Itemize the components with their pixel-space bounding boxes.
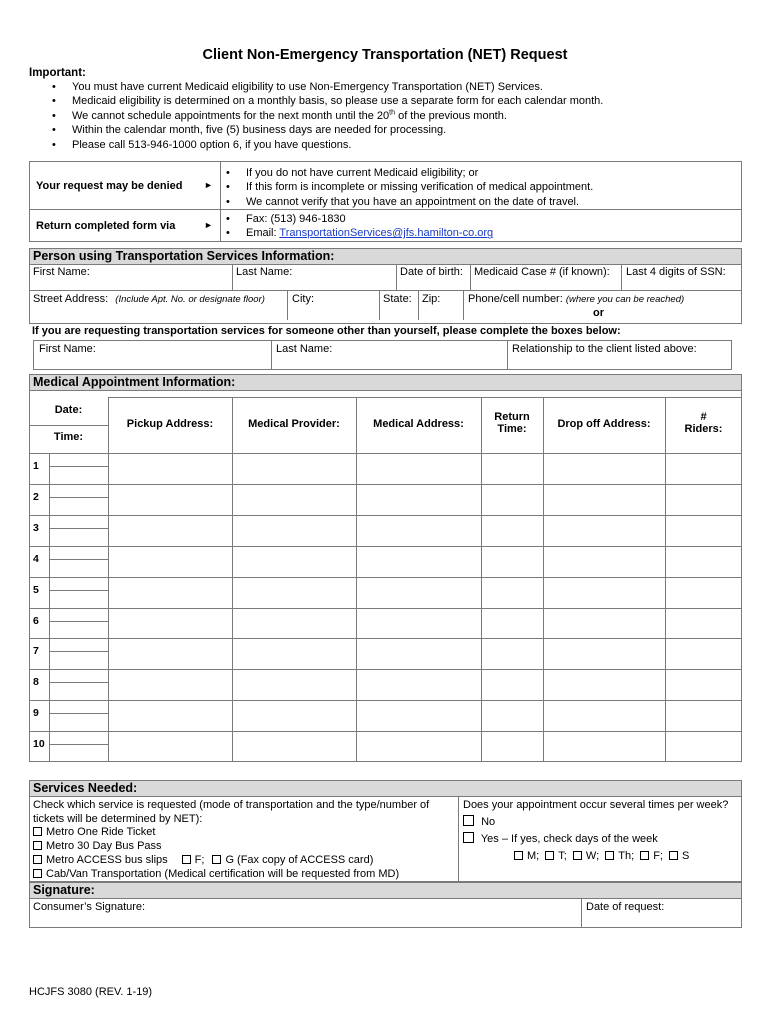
- provider-header: Medical Provider:: [248, 418, 340, 430]
- phone-field[interactable]: [468, 293, 684, 305]
- date-header: Date:: [54, 404, 83, 416]
- row-number: 3: [33, 521, 39, 534]
- divider: [665, 397, 666, 762]
- return-l1: Return: [494, 411, 530, 423]
- option-label: Yes – If yes, check days of the week: [480, 833, 658, 845]
- riders-l2: Riders:: [684, 423, 723, 435]
- checkbox[interactable]: [33, 869, 42, 878]
- date-time-divider: [49, 682, 108, 683]
- state-field[interactable]: State:: [383, 293, 412, 305]
- riders-header: [665, 411, 742, 435]
- date-of-request-field[interactable]: Date of request:: [586, 901, 665, 913]
- divider: [271, 340, 272, 370]
- email-link[interactable]: TransportationServices@jfs.hamilton-co.org: [279, 227, 494, 240]
- row-divider: [29, 546, 742, 547]
- phone-hint: (where you can be reached): [565, 294, 685, 305]
- important-text-tail: of the previous month.: [395, 109, 507, 122]
- street-address-field[interactable]: [33, 293, 265, 305]
- row-number: 10: [33, 738, 45, 751]
- medical-section-heading: Medical Appointment Information:: [29, 374, 742, 391]
- pickup-header: Pickup Address:: [126, 418, 214, 430]
- important-text: We cannot schedule appointments for the next month until the 20: [72, 109, 390, 122]
- checkbox[interactable]: [33, 827, 42, 836]
- checkbox-monday[interactable]: [514, 851, 523, 860]
- important-item: [52, 94, 603, 108]
- denied-label: Your request may be denied: [36, 180, 183, 192]
- form-number: HCJFS 3080 (REV. 1-19): [29, 986, 153, 998]
- metro-30-day-option[interactable]: [33, 840, 162, 852]
- metro-access-option[interactable]: [33, 854, 373, 866]
- email-label: Email:: [246, 227, 280, 240]
- services-instructions: Check which service is requested (mode of transportation and the type/number of: [33, 799, 430, 811]
- denied-item: • If this form is incomplete or missing verification of medical appointment.: [226, 180, 593, 194]
- checkbox[interactable]: [463, 815, 474, 826]
- row-number: 7: [33, 645, 39, 658]
- denied-list: [226, 166, 593, 209]
- date-time-divider: [49, 590, 108, 591]
- checkbox-thursday[interactable]: [605, 851, 614, 860]
- divider: [29, 453, 742, 454]
- other-last-name-field[interactable]: Last Name:: [276, 343, 333, 355]
- superscript: th: [389, 109, 396, 117]
- divider: [463, 290, 464, 320]
- divider: [621, 264, 622, 290]
- row-divider: [29, 669, 742, 670]
- first-name-field[interactable]: First Name:: [33, 266, 90, 278]
- divider: [418, 290, 419, 320]
- row-number: 1: [33, 460, 39, 472]
- other-first-name-field[interactable]: First Name:: [39, 343, 96, 355]
- checkbox-saturday[interactable]: [669, 851, 678, 860]
- option-g-label: G (Fax copy of ACCESS card): [225, 854, 374, 866]
- recurring-yes-option[interactable]: [463, 832, 658, 845]
- divider: [470, 264, 471, 290]
- person-section-heading: Person using Transportation Services Information:: [29, 248, 742, 265]
- return-label: Return completed form via: [36, 220, 176, 232]
- date-time-divider: [49, 713, 108, 714]
- metro-one-ride-option[interactable]: [33, 826, 155, 838]
- important-label: Important:: [29, 67, 86, 79]
- arrow-icon: ►: [204, 180, 213, 190]
- important-text: Within the calendar month, five (5) business days are needed for processing.: [72, 124, 447, 137]
- services-instructions-2: tickets will be determined by NET):: [33, 813, 203, 825]
- option-label: No: [481, 816, 496, 828]
- divider: [220, 161, 221, 242]
- divider: [581, 898, 582, 928]
- row-number: 5: [33, 583, 39, 596]
- row-divider: [29, 484, 742, 485]
- medical-address-header: Medical Address:: [373, 418, 464, 430]
- form-title: Client Non-Emergency Transportation (NET) Request: [202, 47, 568, 63]
- signature-section-heading: Signature:: [29, 882, 742, 899]
- denied-item: • We cannot verify that you have an appointment on the date of travel.: [226, 195, 593, 209]
- row-number: 9: [33, 707, 39, 720]
- important-text: Medicaid eligibility is determined on a monthly basis, so please use a separate form for each calendar month.: [72, 95, 604, 108]
- row-divider: [29, 515, 742, 516]
- important-item: [52, 109, 603, 123]
- checkbox-wednesday[interactable]: [573, 851, 582, 860]
- return-time-header: [481, 411, 543, 435]
- recurring-question: Does your appointment occur several times per week?: [463, 799, 729, 811]
- divider: [379, 290, 380, 320]
- row-divider: [29, 731, 742, 732]
- important-list: [52, 80, 603, 152]
- date-time-divider: [49, 559, 108, 560]
- cab-van-option[interactable]: [33, 868, 399, 880]
- phone-label: Phone/cell number:: [468, 293, 566, 305]
- dropoff-header: Drop off Address:: [557, 418, 651, 430]
- riders-l1: #: [700, 411, 707, 423]
- divider: [507, 340, 508, 370]
- email-item: [226, 226, 493, 240]
- divider: [108, 397, 742, 398]
- dob-field[interactable]: Date of birth:: [400, 266, 463, 278]
- important-item: [52, 80, 603, 94]
- option-label: Metro One Ride Ticket: [46, 826, 156, 838]
- option-label: Metro ACCESS bus slips: [46, 854, 168, 866]
- day-label: F;: [653, 850, 663, 862]
- or-label: or: [593, 307, 604, 319]
- time-header: Time:: [53, 431, 84, 443]
- option-label: Cab/Van Transportation (Medical certification will be requested from MD): [46, 868, 400, 880]
- row-number: 6: [33, 614, 39, 627]
- day-label: T;: [558, 850, 567, 862]
- return-l2: Time:: [497, 423, 527, 435]
- days-of-week: [514, 850, 689, 862]
- fax-item: • Fax: (513) 946-1830: [226, 212, 493, 226]
- divider: [108, 397, 109, 762]
- divider: [481, 397, 482, 762]
- day-label: Th;: [618, 850, 635, 862]
- other-person-note: If you are requesting transportation services for someone other than yourself, please complete the boxes below:: [32, 325, 621, 337]
- divider: [29, 290, 742, 291]
- recurring-no-option[interactable]: [463, 815, 495, 828]
- date-time-divider: [49, 744, 108, 745]
- city-field[interactable]: City:: [292, 293, 314, 305]
- checkbox-friday[interactable]: [640, 851, 649, 860]
- date-time-divider: [49, 466, 108, 467]
- checkbox-tuesday[interactable]: [545, 851, 554, 860]
- date-time-divider: [49, 528, 108, 529]
- relationship-field[interactable]: Relationship to the client listed above:: [512, 343, 697, 355]
- medicaid-case-field[interactable]: Medicaid Case # (if known):: [474, 266, 610, 278]
- zip-field[interactable]: Zip:: [422, 293, 441, 305]
- street-label: Street Address:: [33, 293, 109, 305]
- important-text: You must have current Medicaid eligibility to use Non-Emergency Transportation (NET) Services.: [72, 81, 543, 93]
- row-divider: [29, 608, 742, 609]
- checkbox[interactable]: [33, 855, 42, 864]
- street-hint: (Include Apt. No. or designate floor): [115, 294, 265, 305]
- row-number: 2: [33, 490, 39, 503]
- divider: [287, 290, 288, 320]
- consumer-signature-field[interactable]: Consumer’s Signature:: [33, 901, 146, 913]
- row-divider: [29, 577, 742, 578]
- services-section-heading: Services Needed:: [29, 780, 742, 797]
- divider: [232, 397, 233, 762]
- date-time-divider: [49, 621, 108, 622]
- divider: [543, 397, 544, 762]
- checkbox[interactable]: [463, 832, 474, 843]
- important-item: [52, 138, 603, 152]
- ssn-field[interactable]: Last 4 digits of SSN:: [626, 266, 726, 278]
- important-text: Please call 513-946-1000 option 6, if you have questions.: [72, 138, 352, 151]
- divider: [458, 796, 459, 882]
- row-number: 4: [33, 552, 39, 565]
- last-name-field[interactable]: Last Name:: [236, 266, 293, 278]
- divider: [29, 425, 108, 426]
- date-time-divider: [49, 497, 108, 498]
- divider: [356, 397, 357, 762]
- important-item: [52, 123, 603, 137]
- denied-item: • If you do not have current Medicaid eligibility; or: [226, 166, 593, 180]
- day-label: W;: [585, 850, 600, 862]
- row-divider: [29, 700, 742, 701]
- checkbox[interactable]: [33, 841, 42, 850]
- day-label: S: [682, 850, 690, 862]
- day-label: M;: [527, 850, 540, 862]
- checkbox-g[interactable]: [212, 855, 221, 864]
- checkbox-f[interactable]: [182, 855, 191, 864]
- option-label: Metro 30 Day Bus Pass: [46, 840, 162, 852]
- option-f-label: F;: [194, 854, 205, 866]
- row-divider: [29, 638, 742, 639]
- divider: [232, 264, 233, 290]
- divider: [396, 264, 397, 290]
- arrow-icon: ►: [204, 220, 213, 230]
- row-number: 8: [33, 676, 39, 689]
- return-list: [226, 212, 493, 241]
- date-time-divider: [49, 651, 108, 652]
